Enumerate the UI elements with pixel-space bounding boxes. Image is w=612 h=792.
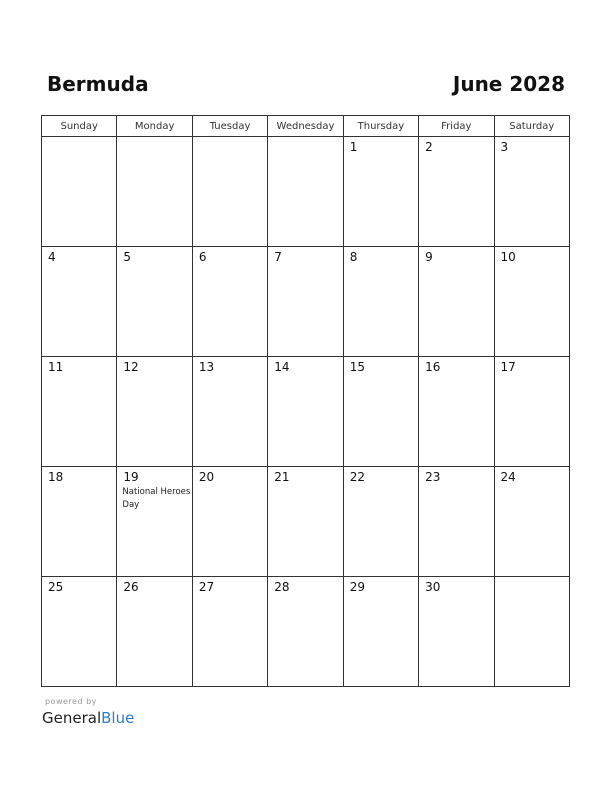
day-cell [343,357,418,467]
day-cell [42,467,117,577]
day-cell [192,137,267,247]
day-cell [268,247,343,357]
day-cell [268,577,343,687]
day-number: 24 [500,470,516,484]
day-number [268,137,342,140]
day-number: 21 [274,470,290,484]
weekday-header-row [42,116,570,137]
day-cell [419,357,494,467]
day-cell [419,577,494,687]
day-number: 4 [48,250,56,264]
day-number: 5 [123,250,132,264]
day-cell [42,247,117,357]
day-number: 27 [198,580,215,594]
day-cell [494,137,569,247]
powered-by-text: powered by [45,697,97,706]
brand-blue-text: Blue [101,709,135,727]
day-cell [192,467,267,577]
weekday-thursday: Thursday [343,116,418,137]
day-cell [42,577,117,687]
day-cell [192,357,267,467]
day-cell [343,137,418,247]
day-number: 6 [198,250,207,264]
day-number [117,137,191,140]
day-number [193,137,267,140]
day-number: 14 [274,360,290,374]
day-number: 13 [198,360,215,374]
week-row [42,467,570,577]
day-cell [117,137,192,247]
day-number: 15 [349,360,365,374]
day-cell [117,357,192,467]
weekday-monday: Monday [117,116,192,137]
day-number: 19 [123,470,139,484]
day-cell [419,467,494,577]
brand-general-text: General [42,709,102,727]
day-number: 1 [349,140,358,154]
weekday-wednesday: Wednesday [268,116,343,137]
weekday-sunday: Sunday [42,116,117,137]
day-number: 3 [500,140,509,154]
country-title: Bermuda [47,72,149,96]
day-number: 8 [349,250,358,264]
day-cell [419,247,494,357]
day-number: 11 [48,360,64,374]
day-number: 30 [425,580,441,594]
day-cell [192,577,267,687]
day-number: 16 [425,360,441,374]
day-cell [419,137,494,247]
weekday-friday: Friday [419,116,494,137]
day-number: 9 [425,250,433,264]
day-cell [42,357,117,467]
day-number: 26 [123,580,139,594]
day-number: 20 [198,470,215,484]
day-number: 7 [274,250,282,264]
day-number: 22 [349,470,365,484]
day-number [495,577,569,580]
day-cell [343,577,418,687]
day-cell [268,357,343,467]
day-cell [343,247,418,357]
month-year-title: June 2028 [452,72,565,96]
day-cell [494,467,569,577]
day-number: 17 [500,360,516,374]
day-number: 10 [500,250,516,264]
generalblue-logo[interactable] [42,709,134,727]
day-cell [117,577,192,687]
day-number: 2 [425,140,433,154]
week-row [42,137,570,247]
day-cell [42,137,117,247]
day-cell [268,467,343,577]
day-cell [494,577,569,687]
day-cell [494,247,569,357]
day-cell [343,467,418,577]
day-cell [268,137,343,247]
day-number: 18 [48,470,64,484]
day-number: 25 [48,580,64,594]
day-cell [117,247,192,357]
week-row [42,357,570,467]
day-cell [117,467,192,577]
day-number: 23 [425,470,441,484]
day-number: 29 [349,580,365,594]
weekday-tuesday: Tuesday [192,116,267,137]
calendar-grid [41,115,570,687]
day-number: 28 [274,580,290,594]
day-cell [494,357,569,467]
day-number: 12 [123,360,139,374]
weekday-saturday: Saturday [494,116,569,137]
week-row [42,577,570,687]
day-cell [192,247,267,357]
week-row [42,247,570,357]
holiday-label: National Heroes Day [122,487,191,510]
day-number [42,137,116,140]
